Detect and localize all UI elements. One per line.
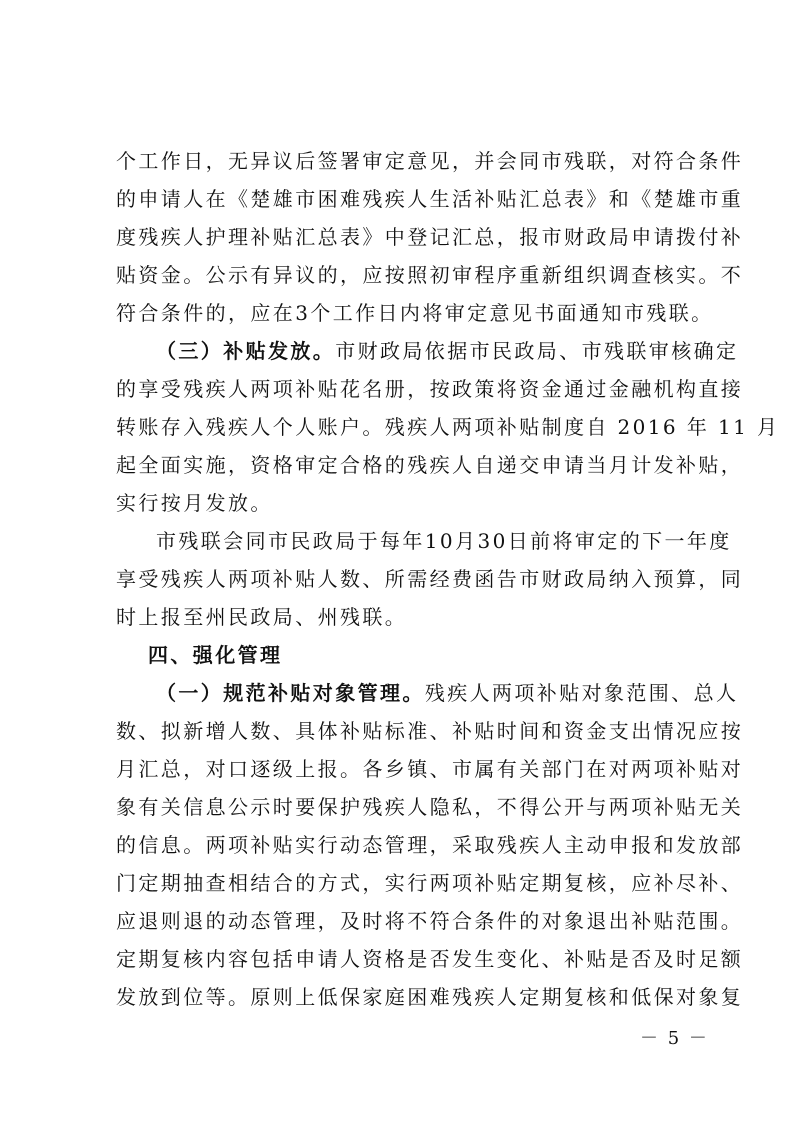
text-line: 月汇总，对口逐级上报。各乡镇、市属有关部门在对两项补贴对: [116, 757, 744, 781]
text-run: 市财政局依据市民政局、市残联审核确定: [335, 339, 739, 363]
paragraph-first-line: 市残联会同市民政局于每年10月30日前将审定的下一年度: [156, 529, 732, 553]
text-line: 象有关信息公示时要保护残疾人隐私，不得公开与两项补贴无关: [116, 795, 744, 819]
subsection-title: （一）规范补贴对象管理。: [156, 681, 425, 705]
section-heading: 四、强化管理: [148, 643, 283, 667]
text-line: 实行按月发放。: [116, 491, 273, 515]
text-run: 残疾人两项补贴对象范围、总人: [424, 681, 739, 705]
text-line: 应退则退的动态管理，及时将不符合条件的对象退出补贴范围。: [116, 909, 744, 933]
text-line: 享受残疾人两项补贴人数、所需经费函告市财政局纳入预算，同: [116, 567, 744, 591]
text-line: 的申请人在《楚雄市困难残疾人生活补贴汇总表》和《楚雄市重: [116, 187, 744, 211]
text-line: 定期复核内容包括申请人资格是否发生变化、补贴是否及时足额: [116, 947, 744, 971]
text-line: 数、拟新增人数、具体补贴标准、补贴时间和资金支出情况应按: [116, 719, 744, 743]
text-line: 门定期抽查相结合的方式，实行两项补贴定期复核，应补尽补、: [116, 871, 744, 895]
subsection-title: （三）补贴发放。: [156, 339, 336, 363]
text-line: 个工作日，无异议后签署审定意见，并会同市残联，对符合条件: [116, 149, 744, 173]
text-line: 的信息。两项补贴实行动态管理，采取残疾人主动申报和发放部: [116, 833, 744, 857]
paragraph-first-line: [156, 678, 739, 708]
text-line: 的享受残疾人两项补贴花名册，按政策将资金通过金融机构直接: [116, 377, 744, 401]
text-line: 符合条件的，应在3个工作日内将审定意见书面通知市残联。: [116, 301, 714, 325]
text-line: 转账存入残疾人个人账户。残疾人两项补贴制度自 2016 年 11 月: [116, 415, 780, 439]
text-line: 度残疾人护理补贴汇总表》中登记汇总，报市财政局申请拨付补: [116, 225, 744, 249]
paragraph-first-line: [156, 336, 739, 366]
text-line: 时上报至州民政局、州残联。: [116, 605, 408, 629]
text-line: 发放到位等。原则上低保家庭困难残疾人定期复核和低保对象复: [116, 985, 744, 1009]
page-number: － 5 －: [640, 1028, 709, 1049]
text-line: 贴资金。公示有异议的，应按照初审程序重新组织调查核实。不: [116, 263, 744, 287]
text-line: 起全面实施，资格审定合格的残疾人自递交申请当月计发补贴，: [116, 453, 744, 477]
